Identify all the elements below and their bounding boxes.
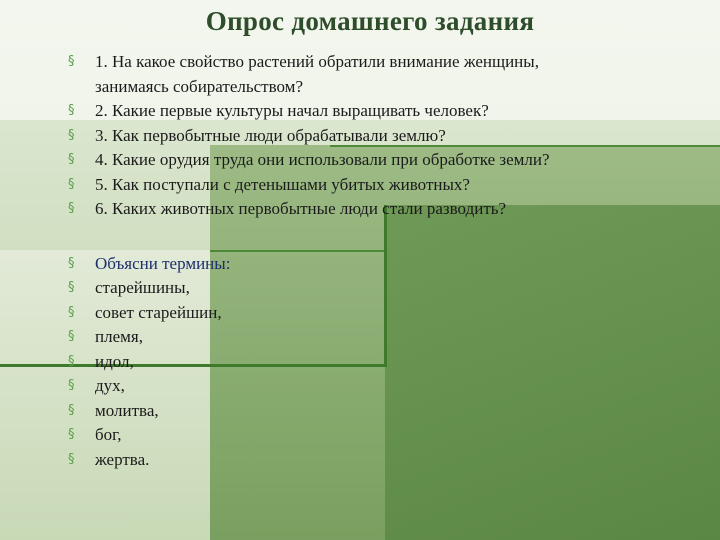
bullet-icon: § [68,402,75,418]
question-list [68,50,708,472]
bullet-icon: § [68,255,75,271]
list-item [68,173,708,198]
bullet-icon: § [68,103,75,118]
list-item [68,99,708,124]
bullet-icon: § [68,329,75,344]
slide-title: Опрос домашнего задания [205,6,535,36]
term-text: совет старейшин, [95,302,222,322]
term-text: бог, [95,425,122,444]
list-item [68,197,708,222]
term-text: идол, [95,351,134,371]
list-item [68,50,708,75]
term-text: жертва. [95,449,150,469]
list-item [68,124,708,149]
question-text: 1. На какое свойство растений обратили внимание женщины, [95,52,539,71]
bullet-icon: § [68,280,75,295]
terms-heading-text: Объясни термины: [95,253,231,273]
bullet-icon: § [68,176,75,192]
term-item [68,448,708,473]
bullet-icon: § [68,152,75,167]
bullet-icon: § [68,378,75,393]
bullet-icon: § [68,427,75,442]
question-text: 5. Как поступали с детенышами убитых животных? [95,174,470,194]
list-item-continuation [68,75,708,100]
term-text: племя, [95,327,143,346]
term-item [68,350,708,375]
question-text: 2. Какие первые культуры начал выращивать человек? [95,101,489,120]
term-text: старейшины, [95,278,190,297]
term-item [68,325,708,350]
bullet-icon: § [68,451,75,467]
term-text: молитва, [95,400,159,420]
term-item [68,423,708,448]
term-item [68,301,708,326]
question-text: занимаясь собирательством? [95,76,303,96]
bullet-icon: § [68,353,75,369]
question-text: 6. Каких животных первобытные люди стали разводить? [95,199,507,218]
list-item [68,148,708,173]
bullet-icon: § [68,54,75,69]
term-item [68,399,708,424]
bullet-icon: § [68,304,75,320]
term-text: дух, [95,376,125,395]
bullet-icon: § [68,127,75,143]
term-item [68,276,708,301]
bullet-icon: § [68,201,75,216]
terms-heading [68,252,708,277]
spacer [68,222,708,252]
question-text: 4. Какие орудия труда они использовали при обработке земли? [95,150,550,169]
term-item [68,374,708,399]
question-text: 3. Как первобытные люди обрабатывали землю? [95,125,446,145]
